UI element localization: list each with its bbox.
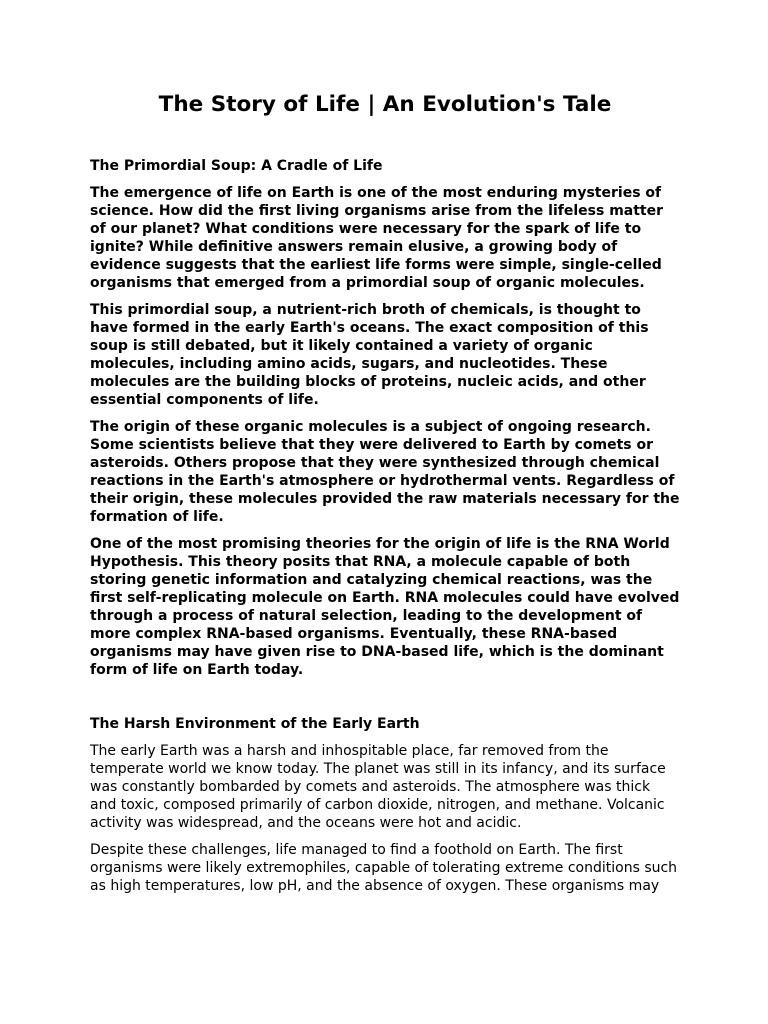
document-page [90,90,680,895]
paragraph: The emergence of life on Earth is one of the most enduring mysteries of science. How did the first living organisms arise from the lifeless matter of our planet? What conditions were necessary for the spark of life to ignite? While definitive answers remain elusive, a growing body of evidence suggests that the earliest life forms were simple, single-celled organisms that emerged from a primordial soup of organic molecules. [90,185,664,291]
section-heading-primordial-soup: The Primordial Soup: A Cradle of Life [90,158,383,174]
paragraph: One of the most promising theories for the origin of life is the RNA World Hypothesis. This theory posits that RNA, a molecule capable of both storing genetic information and catalyzing chemical reactions, was the first self-replicating molecule on Earth. RNA molecules could have evolved through a process of natural selection, leading to the development of more complex RNA-based organisms. Eventually, these RNA-based organisms may have given rise to DNA-based life, which is the dominant form of life on Earth today. [90,536,680,678]
paragraph: Despite these challenges, life managed to find a foothold on Earth. The first organisms were likely extremophiles, capable of tolerating extreme conditions such as high temperatures, low pH, and the absence of oxygen. These organisms may [90,842,678,894]
section-heading-harsh-environment: The Harsh Environment of the Early Earth [90,716,420,732]
paragraph: This primordial soup, a nutrient-rich broth of chemicals, is thought to have formed in the early Earth's oceans. The exact composition of this soup is still debated, but it likely contained a variety of organic molecules, including amino acids, sugars, and nucleotides. These molecules are the building blocks of proteins, nucleic acids, and other essential components of life. [90,302,649,408]
document-title: The Story of Life | An Evolution's Tale [158,92,612,117]
paragraph: The origin of these organic molecules is a subject of ongoing research. Some scientists believe that they were delivered to Earth by comets or asteroids. Others propose that they were synthesized through chemical reactions in the Earth's atmosphere or hydrothermal vents. Regardless of their origin, these molecules provided the raw materials necessary for the formation of life. [90,419,680,525]
paragraph: The early Earth was a harsh and inhospitable place, far removed from the temperate world we know today. The planet was still in its infancy, and its surface was constantly bombarded by comets and asteroids. The atmosphere was thick and toxic, composed primarily of carbon dioxide, nitrogen, and methane. Volcanic activity was widespread, and the oceans were hot and acidic. [90,743,666,831]
